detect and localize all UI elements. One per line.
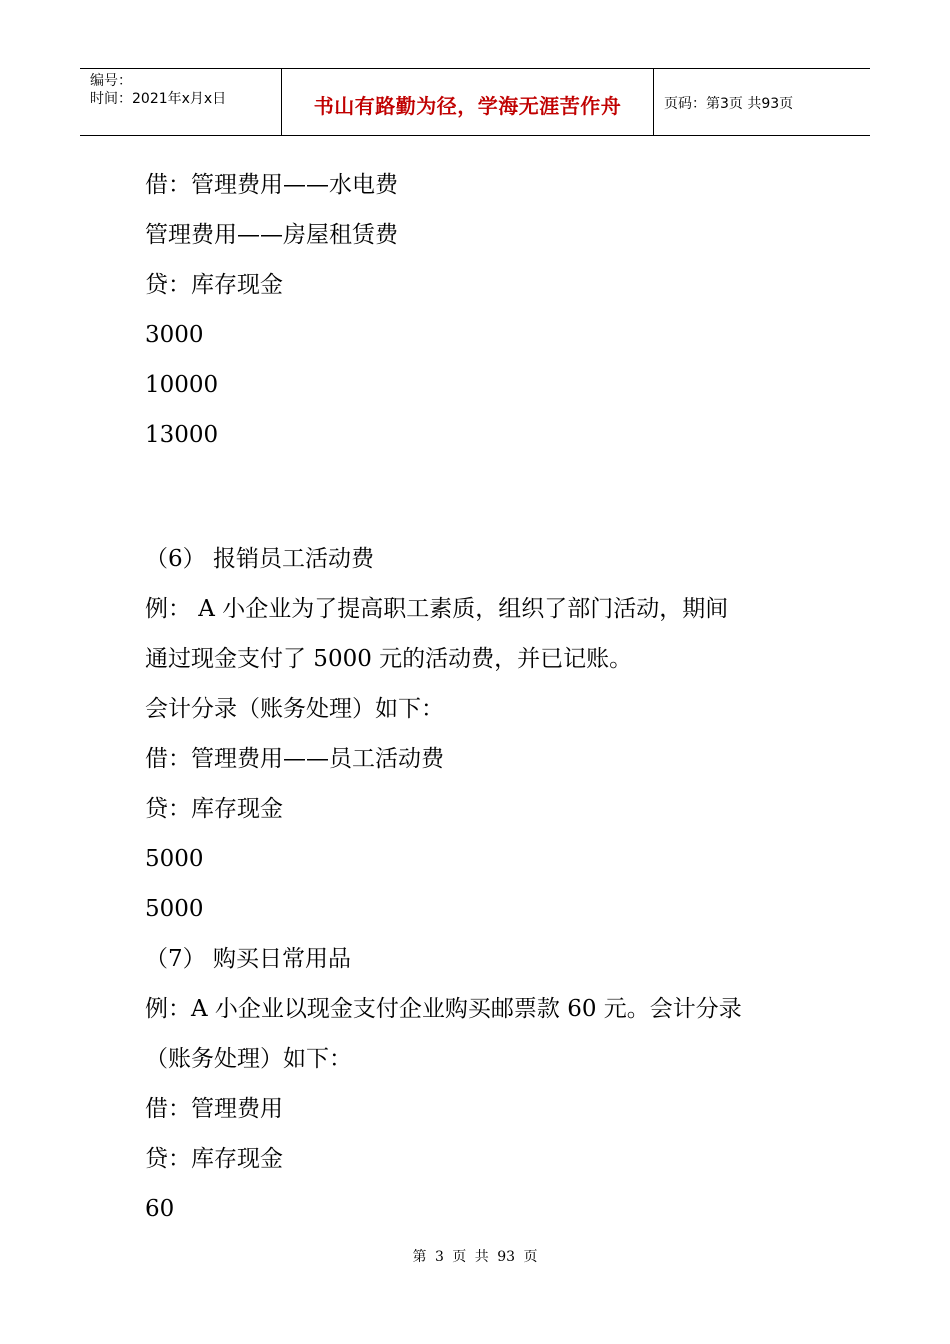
body-line: 贷：库存现金: [145, 272, 283, 298]
body-line: 通过现金支付了 5000 元的活动费，并已记账。: [145, 646, 633, 672]
body-line: 借：管理费用: [145, 1096, 283, 1122]
header-page-cell: [654, 69, 870, 135]
page-header: [80, 68, 870, 136]
body-line: 管理费用——房屋租赁费: [145, 222, 398, 248]
body-line: 借：管理费用——水电费: [145, 172, 398, 198]
body-line: 13000: [145, 422, 219, 448]
body-line: （账务处理）如下：: [145, 1046, 352, 1072]
header-meta-cell: [80, 69, 282, 135]
body-line: 例： A 小企业为了提高职工素质，组织了部门活动，期间: [145, 596, 729, 622]
body-line: 例：A 小企业以现金支付企业购买邮票款 60 元。会计分录: [145, 996, 742, 1022]
body-line: 5000: [145, 846, 204, 872]
doc-time-label: 时间：2021年x月x日: [90, 91, 227, 107]
body-line: 贷：库存现金: [145, 1146, 283, 1172]
body-line: 10000: [145, 372, 219, 398]
section-heading: （7） 购买日常用品: [145, 946, 351, 972]
page-footer: 第 3 页 共 93 页: [412, 1249, 538, 1265]
paragraph-gap: [145, 460, 825, 534]
doc-number-label: 编号：: [90, 73, 132, 89]
section-heading: （6） 报销员工活动费: [145, 546, 374, 572]
body-line: 贷：库存现金: [145, 796, 283, 822]
body-line: 借：管理费用——员工活动费: [145, 746, 444, 772]
document-body: [145, 160, 825, 1234]
header-motto: 书山有路勤为径，学海无涯苦作舟: [313, 93, 622, 118]
body-line: 3000: [145, 322, 204, 348]
body-line: 60: [145, 1196, 175, 1222]
body-line: 5000: [145, 896, 204, 922]
body-line: 会计分录（账务处理）如下：: [145, 696, 444, 722]
header-motto-cell: [282, 69, 654, 135]
header-page-info: 页码：第3页 共93页: [664, 96, 794, 112]
